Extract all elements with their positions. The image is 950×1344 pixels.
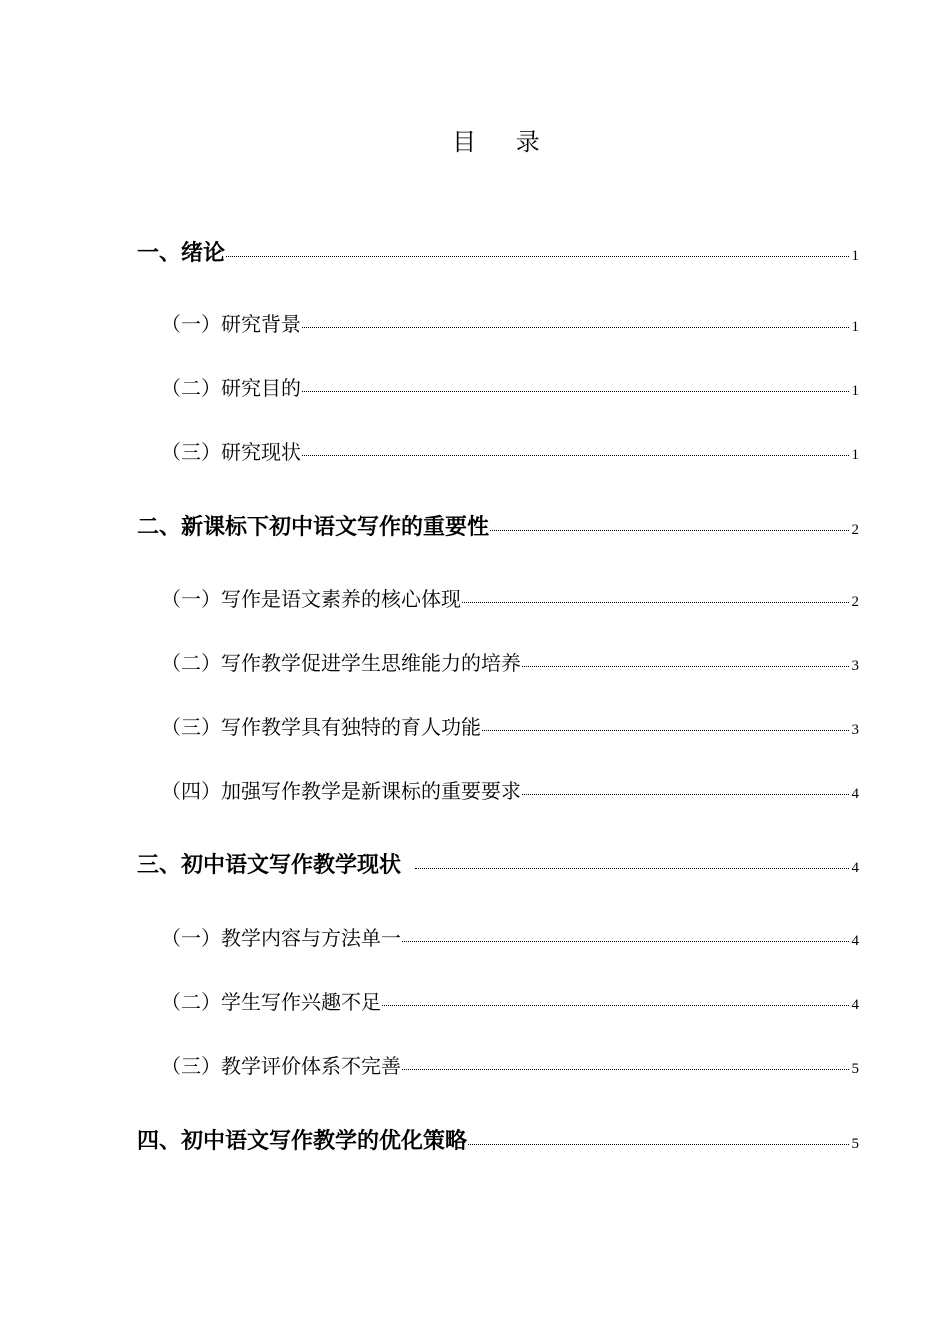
toc-page-number: 1 bbox=[851, 248, 859, 264]
dot-leader bbox=[490, 530, 848, 531]
toc-page-number: 1 bbox=[851, 319, 859, 335]
toc-entry-text: （一）写作是语文素养的核心体现 bbox=[161, 587, 461, 611]
toc-entry-text: （三）写作教学具有独特的育人功能 bbox=[161, 715, 481, 739]
toc-page-number: 5 bbox=[851, 1136, 859, 1152]
dot-leader bbox=[462, 602, 849, 603]
toc-entry-text: 三、初中语文写作教学现状 bbox=[137, 853, 402, 878]
toc-entry-text: （三）研究现状 bbox=[161, 440, 301, 464]
page-title: 目 录 bbox=[452, 128, 556, 156]
toc-entry-text: 四、初中语文写作教学的优化策略 bbox=[137, 1129, 468, 1154]
toc-entry-section-3-2[interactable] bbox=[161, 986, 859, 1020]
toc-entry-section-1-2[interactable] bbox=[161, 372, 859, 406]
toc-entry-section-1[interactable] bbox=[137, 236, 859, 270]
toc-entry-section-2[interactable] bbox=[137, 510, 859, 544]
toc-entry-section-3-3[interactable] bbox=[161, 1050, 859, 1084]
dot-leader bbox=[382, 1005, 849, 1006]
dot-leader bbox=[482, 730, 849, 731]
toc-entry-section-2-3[interactable] bbox=[161, 711, 859, 745]
toc-entry-text: （四）加强写作教学是新课标的重要要求 bbox=[161, 779, 521, 803]
toc-entry-section-2-4[interactable] bbox=[161, 775, 859, 809]
toc-page-number: 3 bbox=[851, 658, 859, 674]
dot-leader bbox=[415, 868, 848, 869]
toc-page-number: 4 bbox=[851, 860, 859, 876]
toc-entry-text: 一、绪论 bbox=[137, 241, 226, 266]
dot-leader bbox=[302, 455, 849, 456]
toc-entry-section-1-1[interactable] bbox=[161, 308, 859, 342]
dot-leader bbox=[522, 794, 849, 795]
toc-entry-text: （一）教学内容与方法单一 bbox=[161, 926, 401, 950]
dot-leader bbox=[402, 1069, 849, 1070]
toc-entry-section-2-1[interactable] bbox=[161, 583, 859, 617]
toc-entry-section-3-1[interactable] bbox=[161, 922, 859, 956]
toc-page-number: 4 bbox=[851, 786, 859, 802]
toc-page-number: 2 bbox=[851, 594, 859, 610]
toc-page-number: 4 bbox=[851, 933, 859, 949]
toc-entry-section-2-2[interactable] bbox=[161, 647, 859, 681]
toc-entry-text: （二）研究目的 bbox=[161, 376, 301, 400]
toc-entry-text: （二）写作教学促进学生思维能力的培养 bbox=[161, 651, 521, 675]
toc-entry-text: （一）研究背景 bbox=[161, 312, 301, 336]
dot-leader bbox=[302, 391, 849, 392]
toc-entry-text: （三）教学评价体系不完善 bbox=[161, 1054, 401, 1078]
toc-page-number: 2 bbox=[851, 522, 859, 538]
toc-entry-section-3[interactable] bbox=[137, 848, 859, 882]
toc-page-number: 1 bbox=[851, 383, 859, 399]
toc-page-number: 3 bbox=[851, 722, 859, 738]
dot-leader bbox=[468, 1144, 848, 1145]
dot-leader bbox=[226, 256, 848, 257]
dot-leader bbox=[402, 941, 849, 942]
dot-leader bbox=[522, 666, 849, 667]
toc-entry-section-1-3[interactable] bbox=[161, 436, 859, 470]
toc-entry-text: 二、新课标下初中语文写作的重要性 bbox=[137, 515, 490, 540]
toc-page-number: 1 bbox=[851, 447, 859, 463]
toc-entry-text: （二）学生写作兴趣不足 bbox=[161, 990, 381, 1014]
toc-page-number: 4 bbox=[851, 997, 859, 1013]
toc-entry-section-4[interactable] bbox=[137, 1124, 859, 1158]
dot-leader bbox=[302, 327, 849, 328]
toc-page-number: 5 bbox=[851, 1061, 859, 1077]
